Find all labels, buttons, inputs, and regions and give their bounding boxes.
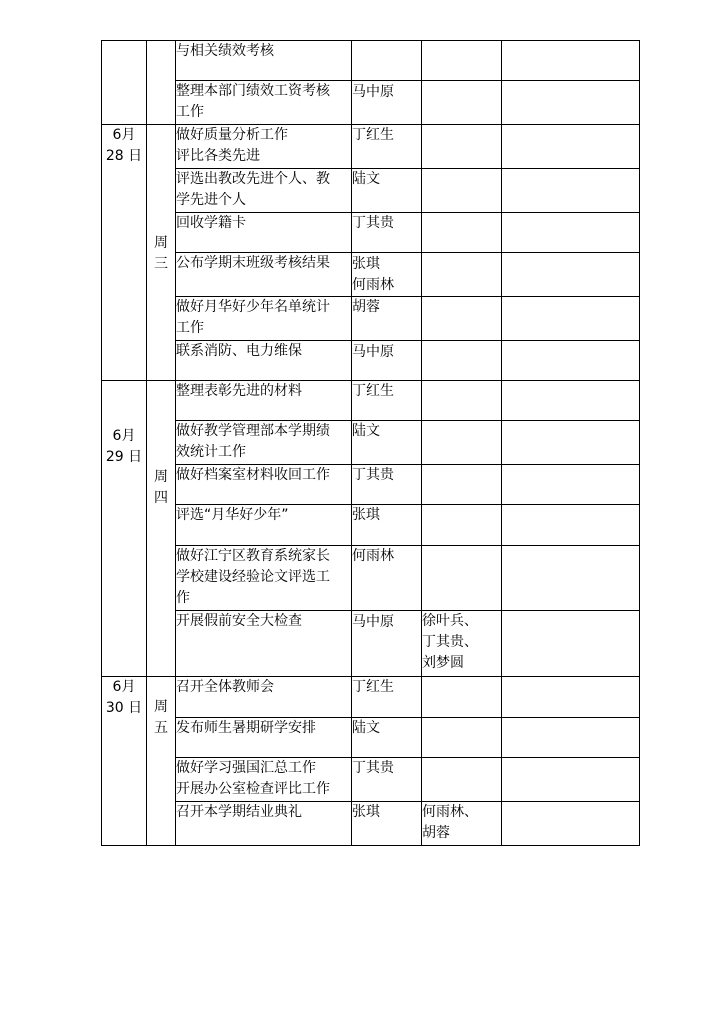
- date-cell: 6月 30 日: [102, 677, 147, 846]
- person-cell: 陆文: [352, 169, 422, 213]
- person-cell: 马中原: [352, 611, 422, 677]
- person-cell: 马中原: [352, 341, 422, 381]
- note-cell: [502, 802, 640, 846]
- weekday-cell: 周 五: [147, 677, 176, 846]
- assist-cell: [422, 125, 502, 169]
- assist-cell: [422, 297, 502, 341]
- assist-cell: [422, 41, 502, 81]
- assist-cell: [422, 758, 502, 802]
- note-cell: [502, 611, 640, 677]
- date-cell: [102, 41, 147, 125]
- date-cell: 6月 28 日: [102, 125, 147, 381]
- table-row: [102, 213, 640, 253]
- note-cell: [502, 465, 640, 505]
- note-cell: [502, 758, 640, 802]
- table-row: [102, 718, 640, 758]
- person-cell: 陆文: [352, 421, 422, 465]
- note-cell: [502, 505, 640, 546]
- task-cell: 回收学籍卡: [176, 213, 352, 253]
- table-row: [102, 381, 640, 421]
- table-row: [102, 341, 640, 381]
- person-cell: 丁其贵: [352, 758, 422, 802]
- person-cell: 陆文: [352, 718, 422, 758]
- assist-cell: [422, 546, 502, 611]
- note-cell: [502, 253, 640, 297]
- note-cell: [502, 169, 640, 213]
- person-cell: 丁红生: [352, 125, 422, 169]
- note-cell: [502, 125, 640, 169]
- table-row: [102, 41, 640, 81]
- person-cell: 丁红生: [352, 677, 422, 718]
- person-cell: 张琪: [352, 802, 422, 846]
- note-cell: [502, 718, 640, 758]
- assist-cell: [422, 421, 502, 465]
- person-cell: 胡蓉: [352, 297, 422, 341]
- task-cell: 与相关绩效考核: [176, 41, 352, 81]
- table-row: [102, 297, 640, 341]
- table-row: [102, 253, 640, 297]
- person-cell: [352, 41, 422, 81]
- schedule-table: [101, 40, 640, 846]
- weekday-cell: [147, 41, 176, 125]
- task-cell: 整理表彰先进的材料: [176, 381, 352, 421]
- note-cell: [502, 81, 640, 125]
- person-cell: 马中原: [352, 81, 422, 125]
- weekday-cell: 周 三: [147, 125, 176, 381]
- table-row: [102, 611, 640, 677]
- task-cell: 做好江宁区教育系统家长 学校建设经验论文评选工 作: [176, 546, 352, 611]
- person-cell: 丁其贵: [352, 213, 422, 253]
- table-row: [102, 677, 640, 718]
- table-row: [102, 125, 640, 169]
- assist-cell: [422, 718, 502, 758]
- table-row: [102, 758, 640, 802]
- assist-cell: [422, 505, 502, 546]
- person-cell: 张琪: [352, 505, 422, 546]
- assist-cell: [422, 213, 502, 253]
- task-cell: 做好月华好少年名单统计 工作: [176, 297, 352, 341]
- note-cell: [502, 41, 640, 81]
- person-cell: 丁其贵: [352, 465, 422, 505]
- person-cell: 何雨林: [352, 546, 422, 611]
- table-row: [102, 465, 640, 505]
- table-row: [102, 505, 640, 546]
- task-cell: 召开全体教师会: [176, 677, 352, 718]
- table-row: [102, 546, 640, 611]
- assist-cell: 何雨林、 胡蓉: [422, 802, 502, 846]
- task-cell: 发布师生暑期研学安排: [176, 718, 352, 758]
- task-cell: 评选出教改先进个人、教 学先进个人: [176, 169, 352, 213]
- task-cell: 联系消防、电力维保: [176, 341, 352, 381]
- note-cell: [502, 213, 640, 253]
- table-row: [102, 169, 640, 213]
- note-cell: [502, 381, 640, 421]
- weekday-cell: 周 四: [147, 381, 176, 677]
- person-cell: 丁红生: [352, 381, 422, 421]
- task-cell: 公布学期末班级考核结果: [176, 253, 352, 297]
- task-cell: 做好档案室材料收回工作: [176, 465, 352, 505]
- assist-cell: [422, 381, 502, 421]
- table-row: [102, 421, 640, 465]
- task-cell: 召开本学期结业典礼: [176, 802, 352, 846]
- note-cell: [502, 341, 640, 381]
- assist-cell: [422, 465, 502, 505]
- assist-cell: [422, 677, 502, 718]
- assist-cell: [422, 169, 502, 213]
- person-cell: 张琪 何雨林: [352, 253, 422, 297]
- assist-cell: [422, 253, 502, 297]
- task-cell: 做好学习强国汇总工作 开展办公室检查评比工作: [176, 758, 352, 802]
- note-cell: [502, 546, 640, 611]
- table-row: [102, 81, 640, 125]
- task-cell: 做好教学管理部本学期绩 效统计工作: [176, 421, 352, 465]
- task-cell: 整理本部门绩效工资考核 工作: [176, 81, 352, 125]
- task-cell: 做好质量分析工作 评比各类先进: [176, 125, 352, 169]
- assist-cell: [422, 81, 502, 125]
- note-cell: [502, 297, 640, 341]
- date-cell: 6月 29 日: [102, 381, 147, 677]
- task-cell: 评选“月华好少年”: [176, 505, 352, 546]
- task-cell: 开展假前安全大检查: [176, 611, 352, 677]
- table-row: [102, 802, 640, 846]
- note-cell: [502, 421, 640, 465]
- assist-cell: 徐叶兵、 丁其贵、 刘梦圆: [422, 611, 502, 677]
- assist-cell: [422, 341, 502, 381]
- note-cell: [502, 677, 640, 718]
